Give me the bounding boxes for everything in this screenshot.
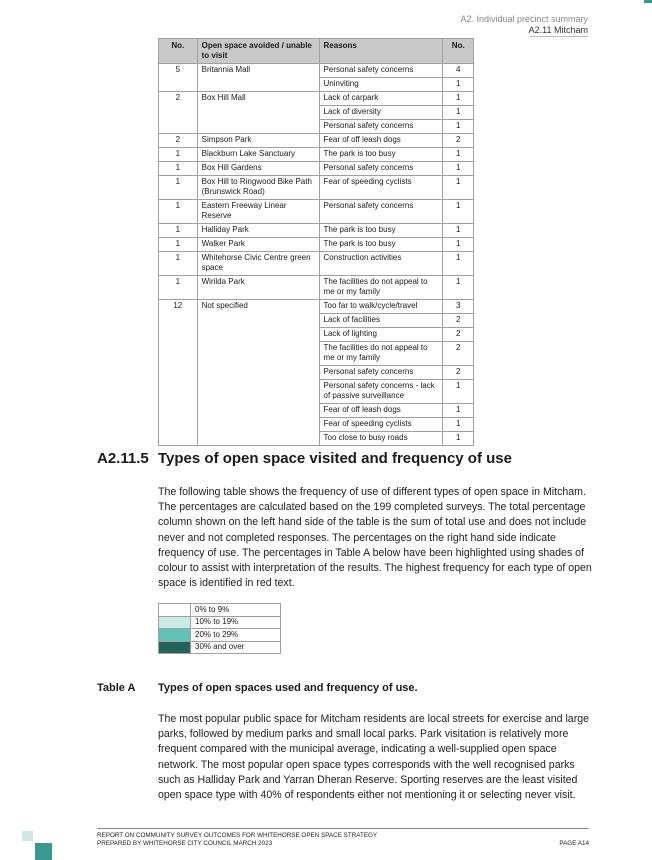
cell-reason: Personal safety concerns [319, 120, 443, 134]
section-number: A2.11.5 [97, 450, 149, 467]
table-row [159, 252, 474, 276]
cell-reason: Personal safety concerns [319, 200, 443, 224]
table-body [159, 64, 474, 446]
cell-reason-count: 3 [443, 300, 474, 314]
legend-row [159, 616, 281, 629]
cell-open-space: Simpson Park [197, 134, 319, 148]
cell-visitor-count: 1 [159, 148, 198, 162]
table-row [159, 176, 474, 200]
cell-reason: The park is too busy [319, 224, 443, 238]
cell-reason: Lack of lighting [319, 328, 443, 342]
cell-reason: Too far to walk/cycle/travel [319, 300, 443, 314]
table-row [159, 224, 474, 238]
cell-reason-count: 4 [443, 64, 474, 78]
cell-reason-count: 1 [443, 148, 474, 162]
legend-row [159, 604, 281, 617]
cell-open-space: Walker Park [197, 238, 319, 252]
legend-swatch [159, 641, 191, 654]
footer-decor-square-dark [35, 843, 52, 860]
avoided-open-space-table [158, 38, 474, 446]
cell-reason: Fear of speeding cyclists [319, 418, 443, 432]
cell-reason-count: 1 [443, 120, 474, 134]
cell-reason-count: 1 [443, 200, 474, 224]
cell-visitor-count: 1 [159, 176, 198, 200]
table-row [159, 92, 474, 106]
header-section: A2.11 Mitcham [528, 25, 588, 35]
cell-reason: The park is too busy [319, 148, 443, 162]
cell-reason-count: 1 [443, 238, 474, 252]
page-number: PAGE A14 [559, 840, 589, 847]
cell-visitor-count: 1 [159, 276, 198, 300]
cell-reason-count: 2 [443, 314, 474, 328]
legend-swatch [159, 629, 191, 642]
corner-accent [644, 0, 652, 3]
table-header-row [159, 39, 474, 64]
cell-reason: The park is too busy [319, 238, 443, 252]
cell-reason-count: 1 [443, 418, 474, 432]
cell-reason: Fear of off leash dogs [319, 404, 443, 418]
cell-open-space: Box Hill to Ringwood Bike Path (Brunswick Road) [197, 176, 319, 200]
section-heading [97, 450, 512, 467]
cell-reason: Fear of speeding cyclists [319, 176, 443, 200]
cell-reason-count: 1 [443, 380, 474, 404]
legend-row [159, 641, 281, 654]
cell-open-space: Eastern Freeway Linear Reserve [197, 200, 319, 224]
table-row [159, 64, 474, 78]
table-row [159, 200, 474, 224]
cell-visitor-count: 1 [159, 224, 198, 238]
table-row [159, 300, 474, 314]
page-footer [97, 832, 377, 848]
cell-visitor-count: 1 [159, 238, 198, 252]
cell-reason-count: 1 [443, 78, 474, 92]
cell-visitor-count: 1 [159, 200, 198, 224]
cell-reason-count: 2 [443, 328, 474, 342]
cell-reason-count: 1 [443, 276, 474, 300]
table-row [159, 134, 474, 148]
col-header-reasons: Reasons [319, 39, 443, 64]
cell-open-space: Britannia Mall [197, 64, 319, 92]
cell-reason-count: 2 [443, 366, 474, 380]
footer-prepared-by: PREPARED BY WHITEHORSE CITY COUNCIL MARCH 2023 [97, 840, 273, 847]
header-rule [530, 36, 588, 37]
footer-decor-square-light [22, 831, 33, 841]
cell-reason: Construction activities [319, 252, 443, 276]
cell-reason: Lack of carpark [319, 92, 443, 106]
cell-reason: The facilities do not appeal to me or my family [319, 276, 443, 300]
cell-reason: Too close to busy roads [319, 432, 443, 446]
table-row [159, 238, 474, 252]
table-a-title: Types of open spaces used and frequency of use. [158, 682, 418, 694]
cell-visitor-count: 1 [159, 162, 198, 176]
cell-reason-count: 2 [443, 342, 474, 366]
intro-paragraph: The following table shows the frequency of use of different types of open space in Mitcham. The percentages are calculated based on the 199 completed surveys. The total percentage column shown on the left hand side of the table is the sum of total use and does not include never and not completed responses. The percentages on the right hand side indicate frequency of use. The percentages in Table A below have been highlighted using shades of colour to assist with interpretation of the results. The highest frequency for each type of open space is identified in red text. [158, 486, 592, 590]
cell-visitor-count: 2 [159, 134, 198, 148]
table-row [159, 162, 474, 176]
cell-reason-count: 2 [443, 134, 474, 148]
legend-row [159, 629, 281, 642]
cell-reason-count: 1 [443, 404, 474, 418]
cell-visitor-count: 5 [159, 64, 198, 92]
colour-legend [158, 603, 281, 654]
cell-reason: Personal safety concerns - lack of passive surveillance [319, 380, 443, 404]
cell-open-space: Wirilda Park [197, 276, 319, 300]
cell-reason: Fear of off leash dogs [319, 134, 443, 148]
cell-visitor-count: 1 [159, 252, 198, 276]
cell-reason: Personal safety concerns [319, 64, 443, 78]
cell-reason: Lack of diversity [319, 106, 443, 120]
cell-visitor-count: 12 [159, 300, 198, 446]
cell-open-space: Whitehorse Civic Centre green space [197, 252, 319, 276]
table-row [159, 148, 474, 162]
legend-label: 0% to 9% [191, 604, 281, 617]
header-chapter: A2. Individual precinct summary [460, 14, 588, 24]
col-header-no: No. [159, 39, 198, 64]
cell-reason: Personal safety concerns [319, 366, 443, 380]
col-header-open-space: Open space avoided / unable to visit [197, 39, 319, 64]
cell-open-space: Box Hill Mall [197, 92, 319, 134]
col-header-count: No. [443, 39, 474, 64]
legend-label: 30% and over [191, 641, 281, 654]
legend-label: 10% to 19% [191, 616, 281, 629]
legend-swatch [159, 604, 191, 617]
cell-reason: Uninviting [319, 78, 443, 92]
footer-report-title: REPORT ON COMMUNITY SURVEY OUTCOMES FOR WHITEHORSE OPEN SPACE STRATEGY [97, 832, 378, 839]
section-title: Types of open space visited and frequency of use [158, 450, 512, 467]
cell-open-space: Not specified [197, 300, 319, 446]
cell-open-space: Blackburn Lake Sanctuary [197, 148, 319, 162]
legend-label: 20% to 29% [191, 629, 281, 642]
footer-rule [97, 828, 589, 829]
cell-reason-count: 1 [443, 252, 474, 276]
cell-reason-count: 1 [443, 106, 474, 120]
cell-reason-count: 1 [443, 224, 474, 238]
cell-reason: Lack of facilities [319, 314, 443, 328]
cell-open-space: Box Hill Gardens [197, 162, 319, 176]
cell-reason-count: 1 [443, 162, 474, 176]
cell-reason-count: 1 [443, 176, 474, 200]
cell-reason-count: 1 [443, 92, 474, 106]
cell-reason: Personal safety concerns [319, 162, 443, 176]
cell-reason-count: 1 [443, 432, 474, 446]
cell-visitor-count: 2 [159, 92, 198, 134]
cell-open-space: Halliday Park [197, 224, 319, 238]
legend-swatch [159, 616, 191, 629]
summary-paragraph: The most popular public space for Mitcham residents are local streets for exercise and large parks, followed by medium parks and small local parks. Park visitation is relatively more frequent compared with the municipal average, indicating a well-supplied open space network. The most popular open space types corresponds with the well recognised parks such as Halliday Park and Yarran Dheran Reserve. Sporting reserves are the least visited open space type with 40% of respondents either not mentioning it or selecting never visit. [158, 713, 590, 802]
table-a-label: Table A [97, 682, 136, 694]
cell-reason: The facilities do not appeal to me or my family [319, 342, 443, 366]
table-a-heading [97, 682, 418, 694]
table-row [159, 276, 474, 300]
page-header [460, 14, 588, 36]
